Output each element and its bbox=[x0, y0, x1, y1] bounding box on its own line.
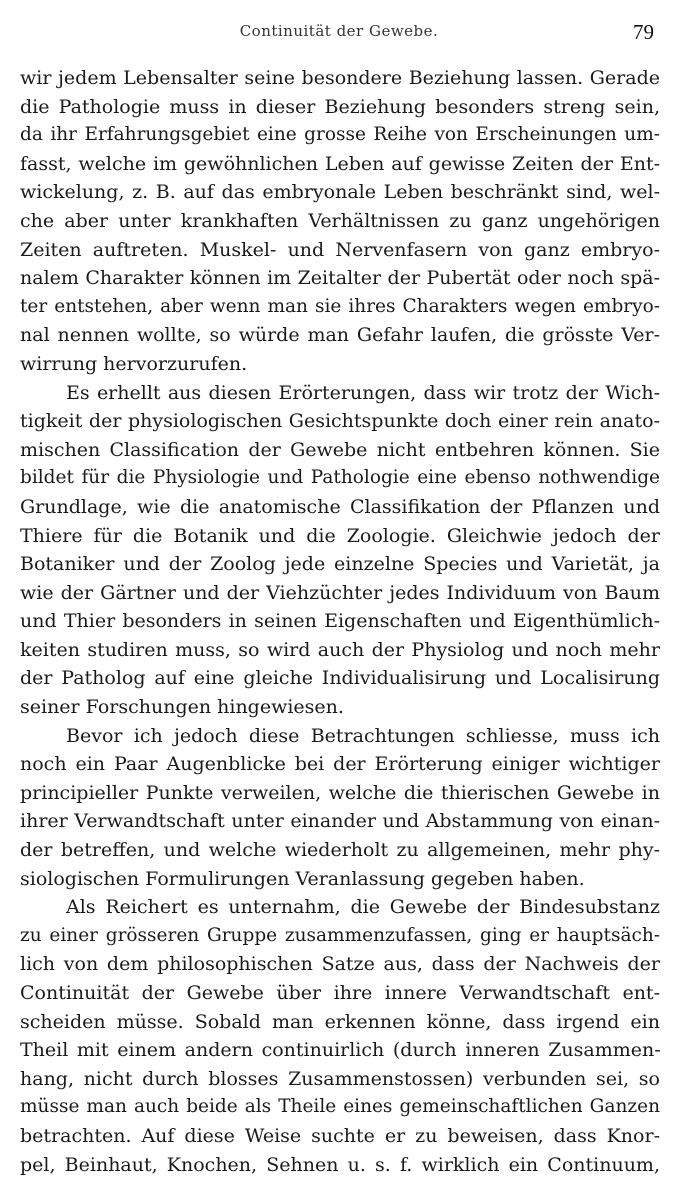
text-line: der betreffen, und welche wiederholt zu allgemeinen, mehr phy- bbox=[20, 839, 660, 862]
page-number: 79 bbox=[633, 20, 654, 44]
running-head bbox=[0, 20, 678, 46]
text-line: und Thier besonders in seinen Eigenschaften und Eigenthümlich- bbox=[20, 610, 660, 633]
text-line: mischen Classification der Gewebe nicht entbehren können. Sie bbox=[20, 438, 660, 461]
text-line: principieller Punkte verweilen, welche die thierischen Gewebe in bbox=[20, 781, 660, 804]
text-line: wickelung, z. B. auf das embryonale Leben beschränkt sind, wel- bbox=[20, 181, 660, 204]
text-line: Grundlage, wie die anatomische Classifikation der Pflanzen und bbox=[20, 495, 660, 518]
text-line: zu einer grösseren Gruppe zusammenzufassen, ging er hauptsäch- bbox=[20, 924, 660, 946]
text-line: scheiden müsse. Sobald man erkennen könne, dass irgend ein bbox=[20, 1010, 660, 1033]
text-line: che aber unter krankhaften Verhältnissen zu ganz ungehörigen bbox=[20, 209, 660, 232]
text-line: keiten studiren muss, so wird auch der Physiolog und noch mehr bbox=[20, 638, 660, 661]
text-line: Continuität der Gewebe über ihre innere Verwandtschaft ent- bbox=[20, 982, 660, 1004]
text-line: betrachten. Auf diese Weise suchte er zu beweisen, dass Knor- bbox=[20, 1124, 660, 1147]
text-line: siologischen Formulirungen Veranlassung gegeben haben. bbox=[20, 867, 585, 890]
text-line: die Pathologie muss in dieser Beziehung besonders streng sein, bbox=[20, 95, 660, 118]
text-line: Als Reichert es unternahm, die Gewebe der Bindesubstanz bbox=[66, 896, 660, 919]
text-line: müsse man auch beide als Theile eines gemeinschaftlichen Ganzen bbox=[20, 1096, 660, 1118]
text-line: Zeiten auftreten. Muskel- und Nervenfasern von ganz embryo- bbox=[20, 238, 660, 261]
text-line: fasst, welche im gewöhnlichen Leben auf gewisse Zeiten der Ent- bbox=[20, 152, 660, 175]
text-line: noch ein Paar Augenblicke bei der Erörterung einiger wichtiger bbox=[20, 753, 660, 776]
text-line: ter entstehen, aber wenn man sie ihres Charakters wegen embryo- bbox=[20, 295, 660, 317]
text-line: nal nennen wollte, so würde man Gefahr laufen, die grösste Ver- bbox=[20, 324, 660, 347]
text-line: pel, Beinhaut, Knochen, Sehnen u. s. f. wirklich ein Continuum, bbox=[20, 1153, 660, 1176]
text-line: Thiere für die Botanik und die Zoologie. Gleichwie jedoch der bbox=[20, 524, 660, 547]
text-line: Es erhellt aus diesen Erörterungen, dass wir trotz der Wich- bbox=[66, 381, 660, 404]
text-line: ihrer Verwandtschaft unter einander und Abstammung von einan- bbox=[20, 810, 660, 833]
text-line: bildet für die Physiologie und Pathologie eine ebenso nothwendige bbox=[20, 467, 660, 489]
running-title: Continuität der Gewebe. bbox=[239, 22, 439, 40]
text-line: lich von dem philosophischen Satze aus, dass der Nachweis der bbox=[20, 953, 660, 976]
text-line: wirrung hervorzurufen. bbox=[20, 352, 248, 375]
text-line: der Patholog auf eine gleiche Individualisirung und Localisirung bbox=[20, 667, 660, 690]
text-line: Bevor ich jedoch diese Betrachtungen schliesse, muss ich bbox=[66, 724, 660, 747]
text-line: nalem Charakter können im Zeitalter der Pubertät oder noch spä- bbox=[20, 267, 660, 290]
text-line: hang, nicht durch blosses Zusammenstossen) verbunden sei, so bbox=[20, 1067, 660, 1090]
text-line: Botaniker und der Zoolog jede einzelne Species und Varietät, ja bbox=[20, 553, 660, 576]
text-line: da ihr Erfahrungsgebiet eine grosse Reihe von Erscheinungen um- bbox=[20, 124, 660, 146]
text-line: wie der Gärtner und der Viehzüchter jedes Individuum von Baum bbox=[20, 581, 660, 604]
text-line: seiner Forschungen hingewiesen. bbox=[20, 696, 344, 719]
text-line: Theil mit einem andern continuirlich (durch inneren Zusammen- bbox=[20, 1039, 660, 1062]
text-line: tigkeit der physiologischen Gesichtspunkte doch einer rein anato- bbox=[20, 410, 660, 433]
text-line: wir jedem Lebensalter seine besondere Beziehung lassen. Gerade bbox=[20, 67, 660, 89]
body-text bbox=[20, 64, 660, 1179]
